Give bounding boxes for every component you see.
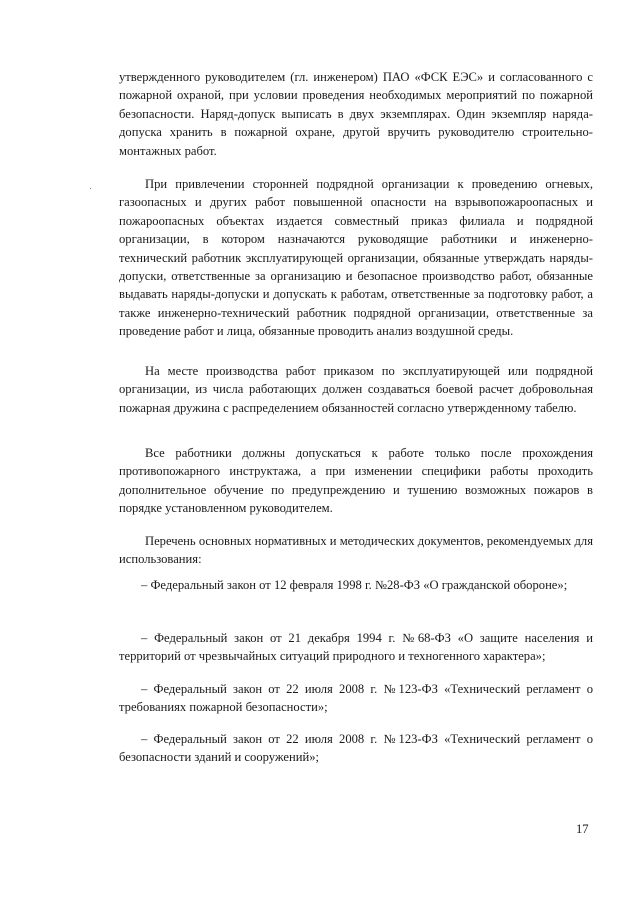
- list-item-building-safety-regulation: – Федеральный закон от 22 июля 2008 г. №123-ФЗ «Технический регламент о безопасности зданий и сооружений»;: [119, 732, 593, 765]
- paragraph-fire-brigade: На месте производства работ приказом по эксплуатирующей или подрядной организации, из числа работающих должен создаваться боевой расчет добровольная пожарная дружина с распределением обязанностей согласно утвержденному табелю.: [119, 364, 593, 415]
- paragraph-fire-instruction: Все работники должны допускаться к работе только после прохождения противопожарного инструктажа, а при изменении специфики работы проходить дополнительное обучение по предупреждению и тушению возможных пожаров в порядке установленном руководителем.: [119, 446, 593, 516]
- paragraph-continuation: утвержденного руководителем (гл. инженером) ПАО «ФСК ЕЭС» и согласованного с пожарной охраной, при условии проведения необходимых мероприятий по пожарной безопасности. Наряд-допуск выписать в двух экземплярах. Один экземпляр наряда-допуска хранить в пожарной охране, другой вручить руководителю строительно-монтажных работ.: [119, 70, 593, 158]
- list-item-emergency-protection-law: – Федеральный закон от 21 декабря 1994 г. №68-ФЗ «О защите населения и территорий от чрезвычайных ситуаций природного и техногенного характера»;: [119, 631, 593, 664]
- page-number: 17: [576, 822, 589, 836]
- paragraph-documents-intro: Перечень основных нормативных и методических документов, рекомендуемых для использования:: [119, 534, 593, 567]
- paragraph-contractor-order: При привлечении сторонней подрядной организации к проведению огневых, газоопасных и других работ повышенной опасности на взрывопожароопасных и пожароопасных объектах издается совместный приказ филиала и подрядной организации, в котором назначаются руководящие работники и инженерно-технический работник эксплуатирующей организации, обязанные утверждать наряды-допуски, ответственные за организацию и безопасное производство работ, обязанные выдавать наряды-допуски и допускать к работам, ответственные за подготовку работ, а также инженерно-технический работник подрядной организации, ответственные за проведение работ и лица, обязанные проводить анализ воздушной среды.: [119, 177, 593, 339]
- list-item-fire-safety-regulation: – Федеральный закон от 22 июля 2008 г. №123-ФЗ «Технический регламент о требованиях пожарной безопасности»;: [119, 682, 593, 715]
- margin-mark: [90, 188, 91, 189]
- list-item-civil-defense-law: – Федеральный закон от 12 февраля 1998 г. №28-ФЗ «О гражданской обороне»;: [141, 578, 568, 592]
